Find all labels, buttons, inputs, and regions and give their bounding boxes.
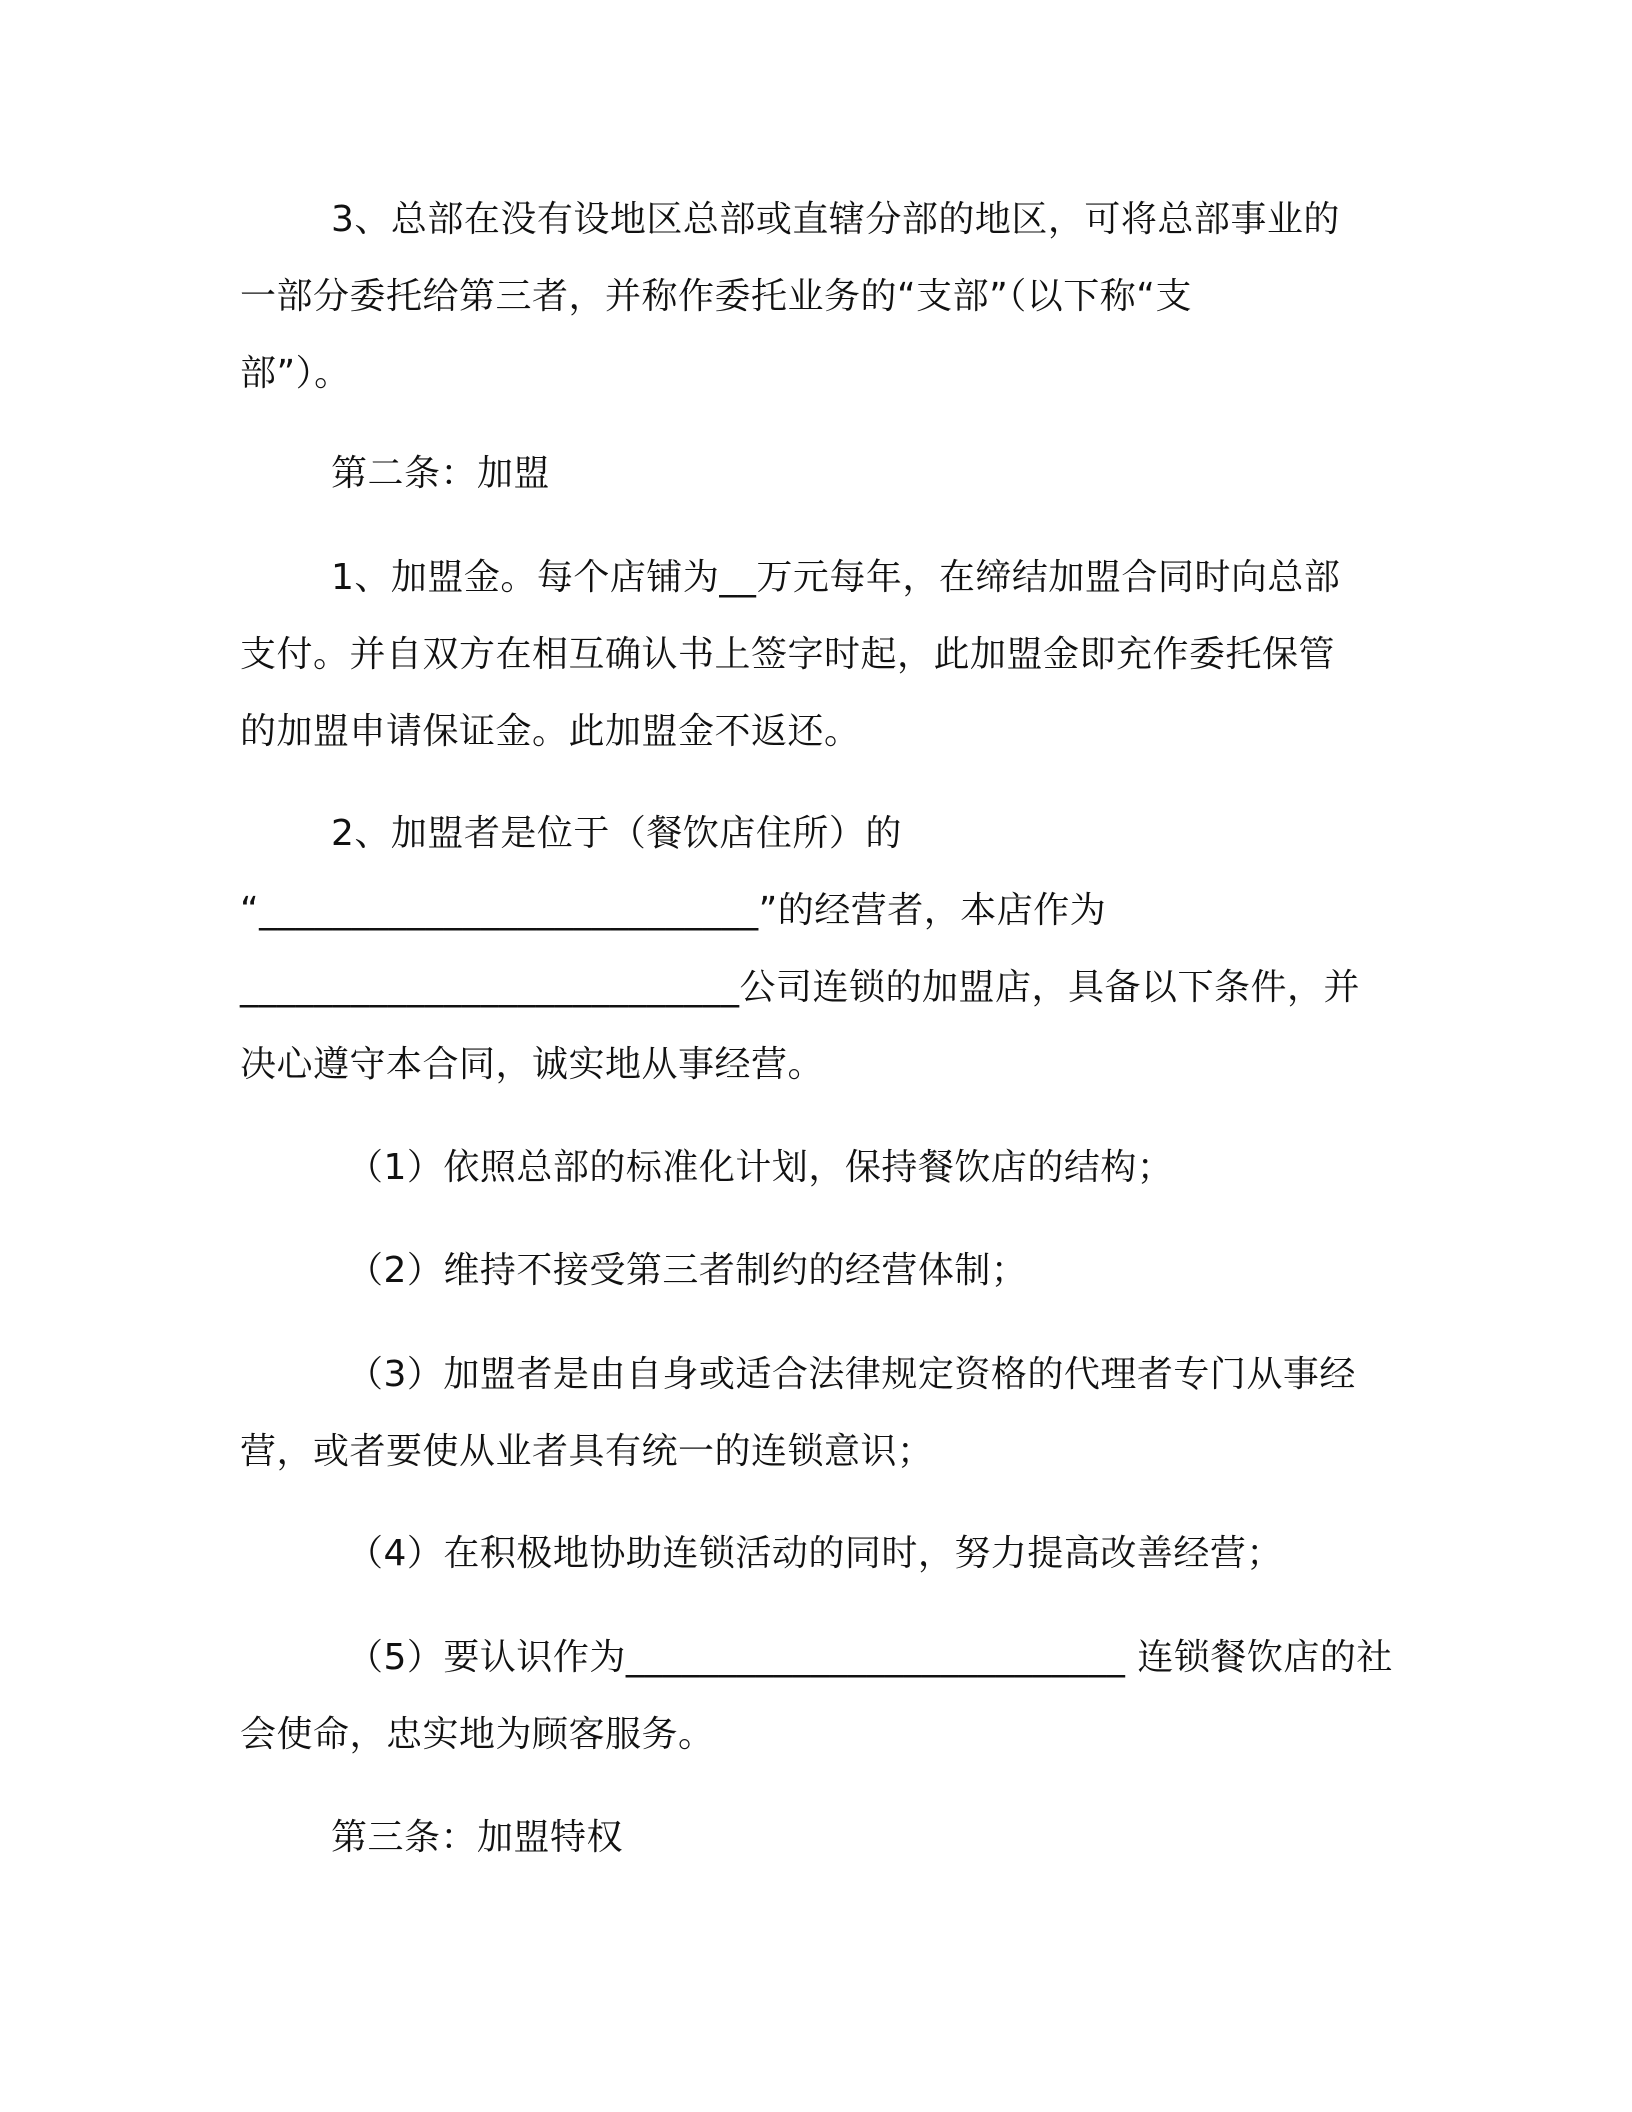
paragraph-3-line-3: 部”）。 (240, 353, 351, 394)
clause-1-line-1: 1、加盟金。每个店铺为__万元每年，在缔结加盟合同时向总部 (331, 557, 1341, 598)
condition-4: （4）在积极地协助连锁活动的同时，努力提高改善经营； (347, 1533, 1283, 1574)
article-3-heading: 第三条：加盟特权 (331, 1817, 624, 1858)
clause-2-line-2: “___________________________”的经营者，本店作为 (240, 890, 1107, 931)
condition-2: （2）维持不接受第三者制约的经营体制； (347, 1250, 1028, 1291)
condition-3-line-2: 营，或者要使从业者具有统一的连锁意识； (240, 1431, 934, 1472)
condition-3-line-1: （3）加盟者是由自身或适合法律规定资格的代理者专门从事经 (347, 1354, 1356, 1395)
condition-5-line-1: （5）要认识作为___________________________ 连锁餐饮店的社 (347, 1637, 1393, 1678)
condition-1: （1）依照总部的标准化计划，保持餐饮店的结构； (347, 1147, 1174, 1188)
clause-1-line-2: 支付。并自双方在相互确认书上签字时起，此加盟金即充作委托保管 (240, 634, 1336, 675)
condition-5-line-2: 会使命，忠实地为顾客服务。 (240, 1714, 715, 1755)
clause-1-line-3: 的加盟申请保证金。此加盟金不返还。 (240, 711, 861, 752)
paragraph-3-line-2: 一部分委托给第三者，并称作委托业务的“支部”（以下称“支 (240, 276, 1192, 317)
clause-2-line-4: 决心遵守本合同，诚实地从事经营。 (240, 1044, 825, 1085)
paragraph-3-line-1: 3、总部在没有设地区总部或直辖分部的地区，可将总部事业的 (331, 199, 1340, 240)
article-2-heading: 第二条：加盟 (331, 453, 551, 494)
clause-2-line-3: ___________________________公司连锁的加盟店，具备以下条件，并 (240, 967, 1361, 1008)
clause-2-line-1: 2、加盟者是位于（餐饮店住所）的 (331, 813, 902, 854)
